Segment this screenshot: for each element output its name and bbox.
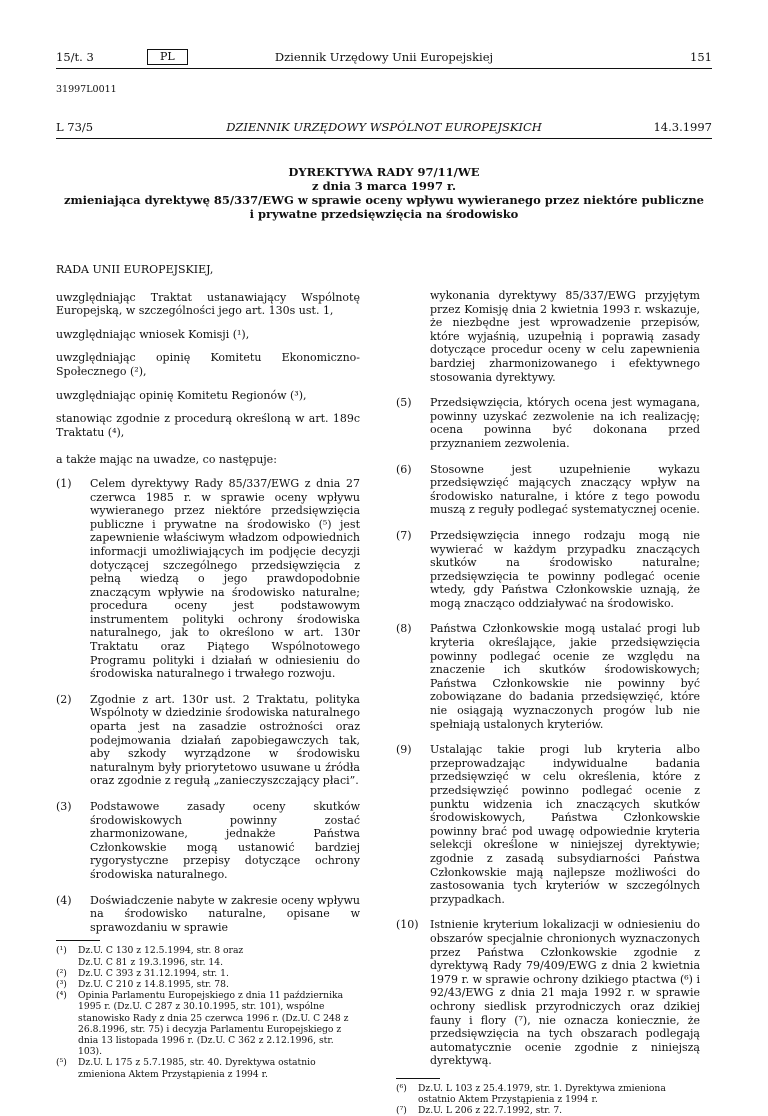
recital-number: (1) (56, 476, 72, 490)
recital-number: (9) (396, 743, 412, 757)
recitals-intro: a także mając na uwadze, co następuje: (56, 453, 277, 467)
directive-subject-line2: i prywatne przedsięwzięcia na środowisko (249, 207, 519, 221)
directive-date: z dnia 3 marca 1997 r. (312, 179, 456, 193)
left-column (56, 263, 360, 1080)
recital-text: Podstawowe zasady oceny skutków środowiskowych powinny zostać zharmonizowane, jednakże Państwa Członkowskie mogą ustanowić bardziej rygorystyczne przepisy dotyczące ochrony środowiska naturalnego. (90, 800, 360, 881)
recital (56, 477, 360, 681)
footnote-rule (56, 940, 100, 941)
citation: uwzględniając opinię Komitetu Regionów (³), (56, 388, 307, 402)
recital-text: Ustalając takie progi lub kryteria albo przeprowadzając indywidualne badania przedsięwzięć w celu określenia, które z przedsięwzięć powinno podlegać ocenie z punktu widzenia ich znaczących skutków środowiskowych, Państwa Członkowskie powinny brać pod uwagę odpowiednie kryteria selekcji określone w niniejszej dyrektywie; zgodnie z zasadą subsydiarności Państwa Członkowskie mają najlepsze możliwości do zastosowania tych kryteriów w szczególnych przypadkach. (430, 743, 700, 906)
recital-text: Zgodnie z art. 130r ust. 2 Traktatu, polityka Wspólnoty w dziedzinie środowiska naturalnego oparta jest na zasadzie ostrożności oraz podejmowania działań zapobiegawczych tak, aby szkody wyrządzone w środowisku naturalnym były priorytetowo usuwane u źródła oraz zgodnie z regułą „zanieczyszczający płaci”. (90, 692, 360, 788)
footnote: (⁷) Dz.U. L 206 z 22.7.1992, str. 7. (396, 1105, 563, 1116)
recital (396, 529, 700, 611)
recital-number: (8) (396, 622, 412, 636)
recital-number: (3) (56, 800, 72, 813)
right-column (396, 289, 700, 1116)
celex-number: 31997L0011 (56, 84, 117, 95)
directive-subject-line1: zmieniająca dyrektywę 85/337/EWG w sprawie oceny wpływu wywieranego przez niektóre publiczne (63, 193, 704, 207)
volume-label: 15/t. 3 (56, 50, 94, 64)
citation: uwzględniając wniosek Komisji (¹), (56, 327, 250, 341)
footnote-rule (396, 1078, 440, 1079)
recital (396, 463, 700, 517)
footnote: (²) Dz.U. C 393 z 31.12.1994, str. 1. (56, 967, 229, 979)
directive-title: DYREKTYWA RADY 97/11/WE (288, 165, 480, 179)
recital (56, 894, 360, 935)
recital-number: (6) (396, 462, 412, 476)
recital-number: (4) (56, 893, 72, 907)
subheader-rule (56, 138, 712, 139)
council-intro: RADA UNII EUROPEJSKIEJ, (56, 263, 214, 276)
recital-text: Celem dyrektywy Rady 85/337/EWG z dnia 27 czerwca 1985 r. w sprawie oceny wpływu wywieranego przez niektóre przedsięwzięcia publiczne i prywatne na środowisko (⁵) jest zapewnienie właściwym władzom odpowiednich informacji umożliwiających im podjęcie decyzji dotyczącej szczególnego przedsięwzięcia z pełną wiedzą o jego prawdopodobnie znaczącym wpływie na środowisko naturalne; procedura oceny jest podstawowym instrumentem polityki ochrony środowiska naturalnego, jak to określono w art. 130r Traktatu oraz Piątego Wspólnotowego Programu polityki i działań w odniesieniu do środowiska naturalnego i trwałego rozwoju. (90, 476, 360, 681)
recital-number: (7) (396, 528, 412, 542)
recital-number: (5) (396, 396, 412, 410)
oj-reference: L 73/5 (56, 120, 94, 134)
citation: uwzględniając Traktat ustanawiający Wspólnotę Europejską, w szczególności jego art. 130s ust. 1, (56, 290, 360, 318)
footnote: Dz.U. C 81 z 19.3.1996, str. 14. (78, 956, 224, 968)
recital (396, 918, 700, 1068)
page-number: 151 (690, 50, 712, 64)
footnote: (⁵) Dz.U. L 175 z 5.7.1985, str. 40. Dyrektywa ostatnio zmieniona Aktem Przystąpienia z 1994 r. (56, 1057, 316, 1080)
oj-title: DZIENNIK URZĘDOWY WSPÓLNOT EUROPEJSKICH (226, 120, 542, 134)
header-rule (56, 68, 712, 69)
citation: uwzględniając opinię Komitetu Ekonomiczno-Społecznego (²), (56, 351, 360, 378)
recital-number: (2) (56, 692, 72, 706)
recital (56, 800, 360, 882)
recital-text: Stosowne jest uzupełnienie wykazu przedsięwzięć mających znaczący wpływ na środowisko naturalne, i które z tego powodu muszą z reguły podlegać systematycznej ocenie. (430, 462, 700, 517)
oj-date: 14.3.1997 (653, 120, 712, 134)
recital-number: (10) (396, 918, 419, 932)
recital-text: Istnienie kryterium lokalizacji w odniesieniu do obszarów specjalnie chronionych wyznaczonych przez Państwa Członkowskie zgodnie z dyrektywą Rady 79/409/EWG z dnia 2 kwietnia 1979 r. w sprawie ochrony dzikiego ptactwa (⁶) i 92/43/EWG z dnia 21 maja 1992 r. w sprawie ochrony siedlisk przyrodniczych oraz dzikiej fauny i flory (⁷), nie oznacza koniecznie, że przedsięwzięcia na tych obszarach podlegają automatycznie ocenie zgodnie z niniejszą dyrektywą. (430, 918, 700, 1068)
recital (396, 743, 700, 906)
recital-text: Przedsięwzięcia, których ocena jest wymagana, powinny uzyskać zezwolenie na ich realizację; ocena powinna być dokonana przed przyznaniem zezwolenia. (430, 396, 700, 450)
footnote: (¹) Dz.U. C 130 z 12.5.1994, str. 8 oraz (56, 945, 244, 957)
footnote: (⁶) Dz.U. L 103 z 25.4.1979, str. 1. Dyrektywa zmieniona ostatnio Aktem Przystąpienia z 1994 r. (396, 1082, 666, 1106)
recital-text: Doświadczenie nabyte w zakresie oceny wpływu na środowisko naturalne, opisane w sprawozdaniu w sprawie (90, 893, 360, 934)
recital-text: Przedsięwzięcia innego rodzaju mogą nie wywierać w każdym przypadku znaczących skutków na środowisko naturalne; przedsięwzięcia te powinny podlegać ocenie wtedy, gdy Państwa Członkowskie uznają, że mogą znacząco oddziaływać na środowisko. (430, 528, 700, 610)
recital (396, 622, 700, 731)
journal-title: Dziennik Urzędowy Unii Europejskiej (274, 50, 494, 64)
recital (396, 396, 700, 450)
citation: stanowiąc zgodnie z procedurą określoną w art. 189c Traktatu (⁴), (56, 412, 360, 439)
recital-text: Państwa Członkowskie mogą ustalać progi lub kryteria określające, jakie przedsięwzięcia powinny podlegać ocenie ze względu na znaczenie ich skutków środowiskowych; Państwa Członkowskie nie powinny być zobowiązane do badania przedsięwzięć, które nie osiągają wyznaczonych progów lub nie spełniają ustalonych kryteriów. (430, 622, 700, 731)
footnote: (³) Dz.U. C 210 z 14.8.1995, str. 78. (56, 978, 229, 990)
recital (56, 693, 360, 788)
footnote: (⁴) Opinia Parlamentu Europejskiego z dnia 11 października 1995 r. (Dz.U. C 287 z 30.10.1995, str. 101), wspólne stanowisko Rady z dnia 25 czerwca 1996 r. (Dz.U. C 248 z 26.8.1996, str. 75) i decyzja Parlamentu Europejskiego z dnia 13 listopada 1996 r. (Dz.U. C 362 z 2.12.1996, str. 103). (56, 990, 349, 1058)
language-badge: PL (147, 49, 188, 65)
recital-continuation: wykonania dyrektywy 85/337/EWG przyjętym przez Komisję dnia 2 kwietnia 1993 r. wskazuje, że niezbędne jest wprowadzenie przepisów, które wyjaśnią, uzupełnią i poprawią zasady dotyczące procedur oceny w celu zapewnienia bardziej zharmonizowanego i efektywnego stosowania dyrektywy. (430, 289, 700, 384)
